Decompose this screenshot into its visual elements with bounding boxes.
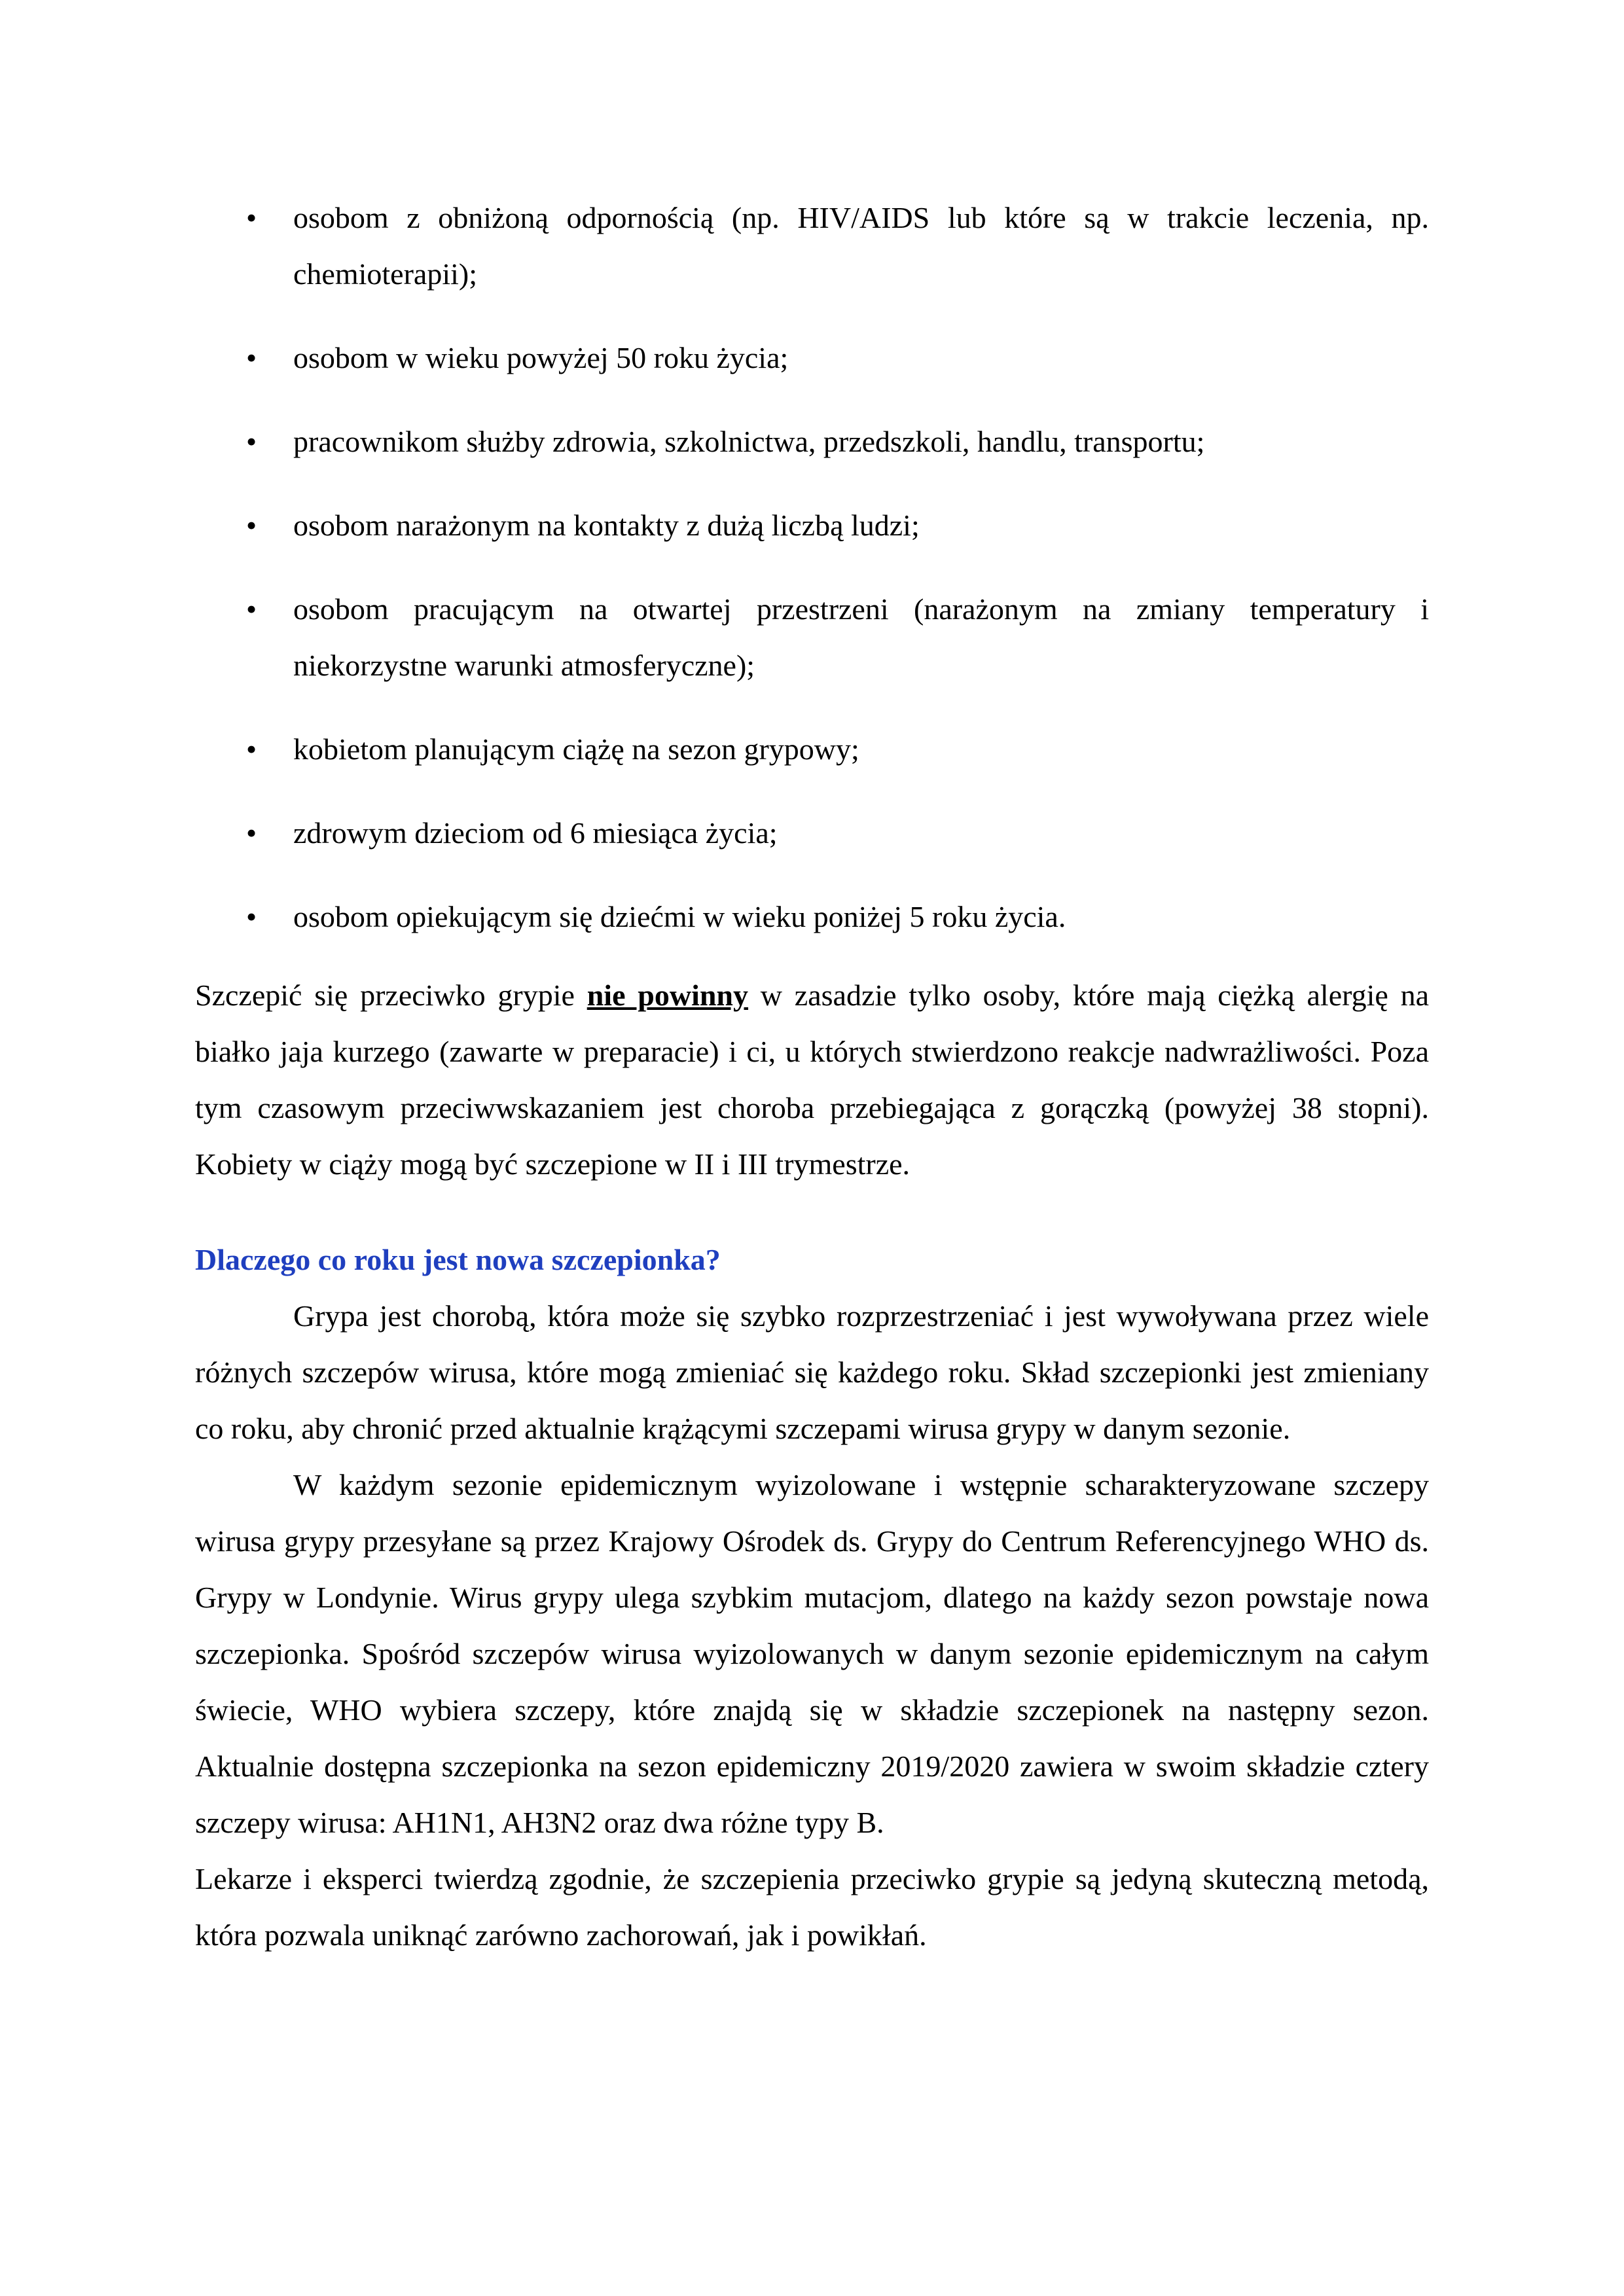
list-item-text: zdrowym dzieciom od 6 miesiąca życia; (293, 816, 778, 850)
contraindications-text-after: w zasadzie tylko osoby, które mają ciężką alergię na białko jaja kurzego (zawarte w preparacie) i ci, u których stwierdzono reakcje nadwrażliwości. Poza tym czasowym przeciwwskazaniem jest choroba przebiegająca z gorączką (powyżej 38 stopni). Kobiety w ciąży mogą być szczepione w II i III trymestrze. (195, 978, 1429, 1181)
list-item (195, 805, 1429, 861)
list-item (195, 330, 1429, 386)
list-item-text: pracownikom służby zdrowia, szkolnictwa, przedszkoli, handlu, transportu; (293, 425, 1205, 458)
list-item (195, 414, 1429, 470)
list-item (195, 497, 1429, 554)
contraindications-text-before: Szczepić się przeciwko grypie (195, 978, 587, 1012)
list-item (195, 889, 1429, 945)
section-paragraph-2: W każdym sezonie epidemicznym wyizolowane i wstępnie scharakteryzowane szczepy wirusa grypy przesyłane są przez Krajowy Ośrodek ds. Grypy do Centrum Referencyjnego WHO ds. Grypy w Londynie. Wirus grypy ulega szybkim mutacjom, dlatego na każdy sezon powstaje nowa szczepionka. Spośród szczepów wirusa wyizolowanych w danym sezonie epidemicznym na całym świecie, WHO wybiera szczepy, które znajdą się w składzie szczepionek na następny sezon. Aktualnie dostępna szczepionka na sezon epidemiczny 2019/2020 zawiera w swoim składzie cztery szczepy wirusa: AH1N1, AH3N2 oraz dwa różne typy B. (195, 1468, 1429, 1839)
bullet-icon: • (246, 816, 257, 850)
list-item (195, 721, 1429, 778)
bullet-icon: • (246, 900, 257, 933)
bullet-icon: • (246, 509, 257, 542)
bullet-icon: • (246, 425, 257, 458)
list-item-text: kobietom planującym ciążę na sezon grypowy; (293, 732, 859, 766)
list-item-text: osobom opiekującym się dziećmi w wieku poniżej 5 roku życia. (293, 900, 1066, 933)
bullet-icon: • (246, 341, 257, 374)
section-paragraph-1: Grypa jest chorobą, która może się szybko rozprzestrzeniać i jest wywoływana przez wiele różnych szczepów wirusa, które mogą zmieniać się każdego roku. Skład szczepionki jest zmieniany co roku, aby chronić przed aktualnie krążącymi szczepami wirusa grypy w danym sezonie. (195, 1299, 1429, 1445)
list-item (195, 190, 1429, 302)
section-heading: Dlaczego co roku jest nowa szczepionka? (195, 1243, 721, 1276)
list-item-text: osobom w wieku powyżej 50 roku życia; (293, 341, 789, 374)
list-item (195, 581, 1429, 694)
list-item-text: osobom narażonym na kontakty z dużą liczbą ludzi; (293, 509, 920, 542)
list-item-text: osobom z obniżoną odpornością (np. HIV/AIDS lub które są w trakcie leczenia, np. chemioterapii); (293, 201, 1429, 291)
bullet-icon: • (246, 201, 257, 234)
list-item-text: osobom pracującym na otwartej przestrzeni (narażonym na zmiany temperatury i niekorzystne warunki atmosferyczne); (293, 592, 1429, 682)
section-paragraph-3: Lekarze i eksperci twierdzą zgodnie, że szczepienia przeciwko grypie są jedyną skuteczną metodą, która pozwala uniknąć zarówno zachorowań, jak i powikłań. (195, 1862, 1429, 1952)
contraindications-paragraph (195, 967, 1429, 1193)
bullet-icon: • (246, 732, 257, 766)
document-page (195, 190, 1429, 1964)
contraindications-emphasis: nie powinny (586, 978, 749, 1012)
bullet-icon: • (246, 592, 257, 626)
risk-groups-list (195, 190, 1429, 945)
